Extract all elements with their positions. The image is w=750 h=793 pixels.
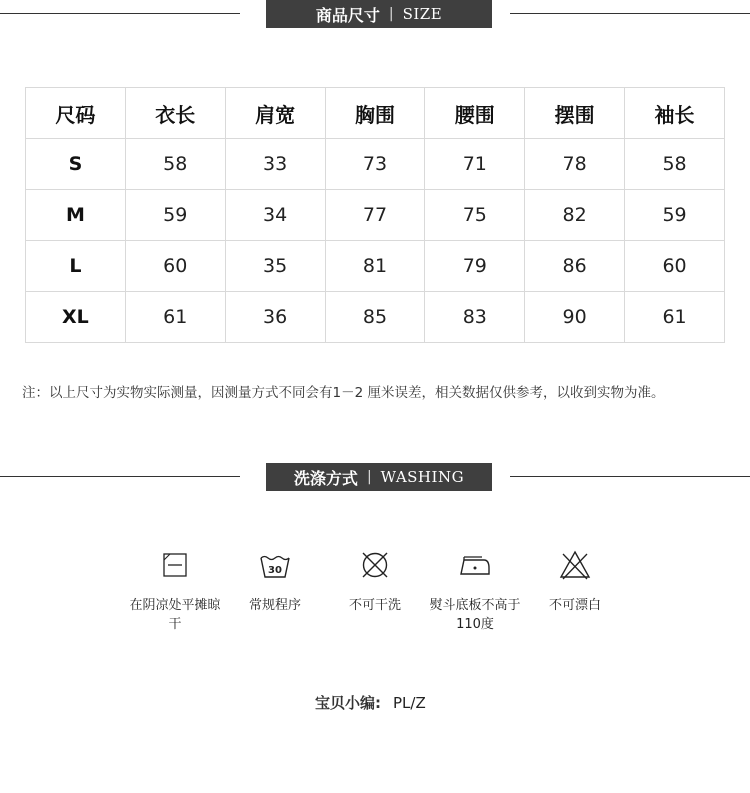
table-cell: 73 <box>325 139 425 190</box>
header-size: 尺码 <box>26 88 126 139</box>
table-cell: 58 <box>625 139 725 190</box>
table-cell: 59 <box>125 190 225 241</box>
care-label: 熨斗底板不高于110度 <box>429 598 521 632</box>
banner-divider-right <box>510 476 750 477</box>
table-cell: 35 <box>225 241 325 292</box>
product-code-value: PL/Z <box>393 694 426 712</box>
table-cell: 90 <box>525 292 625 343</box>
table-cell: 75 <box>425 190 525 241</box>
washing-title-en: WASHING <box>380 468 465 486</box>
table-cell: 61 <box>125 292 225 343</box>
table-cell: 34 <box>225 190 325 241</box>
title-separator: | <box>388 6 394 22</box>
header-length: 衣长 <box>125 88 225 139</box>
table-row <box>26 190 725 241</box>
table-cell: 82 <box>525 190 625 241</box>
care-item-wash-30 <box>225 548 325 615</box>
size-title-en: SIZE <box>402 5 443 23</box>
table-cell: 81 <box>325 241 425 292</box>
care-label: 不可漂白 <box>548 598 601 613</box>
product-code-label: 宝贝小编: <box>315 694 381 712</box>
table-cell: 86 <box>525 241 625 292</box>
size-cell: S <box>26 139 126 190</box>
size-table-header-row <box>26 88 725 139</box>
table-row <box>26 139 725 190</box>
size-section-banner <box>0 0 750 28</box>
table-row <box>26 241 725 292</box>
table-cell: 79 <box>425 241 525 292</box>
care-label: 常规程序 <box>248 598 301 613</box>
washing-title-zh: 洗涤方式 <box>293 468 358 488</box>
table-cell: 59 <box>625 190 725 241</box>
product-code <box>315 692 426 713</box>
care-item-no-bleach <box>525 548 625 615</box>
title-separator: | <box>366 469 372 485</box>
header-hem: 摆围 <box>525 88 625 139</box>
table-cell: 60 <box>125 241 225 292</box>
table-cell: 36 <box>225 292 325 343</box>
table-cell: 60 <box>625 241 725 292</box>
measurement-note: 注：以上尺寸为实物实际测量，因测量方式不同会有1－2 厘米误差，相关数据仅供参考，以收到实物为准。 <box>22 385 665 401</box>
header-shoulder: 肩宽 <box>225 88 325 139</box>
no-dry-clean-icon <box>358 548 392 582</box>
table-cell: 33 <box>225 139 325 190</box>
banner-divider-right <box>510 13 750 14</box>
size-cell: M <box>26 190 126 241</box>
header-bust: 胸围 <box>325 88 425 139</box>
care-item-iron-low <box>425 548 525 634</box>
table-cell: 77 <box>325 190 425 241</box>
size-table <box>25 87 725 343</box>
size-cell: L <box>26 241 126 292</box>
wash-30-icon <box>258 548 292 582</box>
table-row <box>26 292 725 343</box>
table-cell: 83 <box>425 292 525 343</box>
dry-flat-shade-icon <box>158 548 192 582</box>
header-waist: 腰围 <box>425 88 525 139</box>
banner-divider-left <box>0 13 240 14</box>
care-label: 不可干洗 <box>348 598 401 613</box>
size-title-zh: 商品尺寸 <box>315 5 380 25</box>
table-cell: 61 <box>625 292 725 343</box>
no-bleach-icon <box>558 548 592 582</box>
table-cell: 71 <box>425 139 525 190</box>
table-cell: 85 <box>325 292 425 343</box>
care-item-no-dry-clean <box>325 548 425 615</box>
banner-divider-left <box>0 476 240 477</box>
washing-section-title <box>266 463 492 491</box>
iron-low-icon <box>458 548 492 582</box>
care-item-dry-flat <box>125 548 225 634</box>
washing-section-banner <box>0 463 750 491</box>
header-sleeve: 袖长 <box>625 88 725 139</box>
table-cell: 58 <box>125 139 225 190</box>
size-section-title <box>266 0 492 28</box>
table-cell: 78 <box>525 139 625 190</box>
size-cell: XL <box>26 292 126 343</box>
care-label: 在阴凉处平摊晾干 <box>129 598 221 632</box>
wash-temp-badge: 30 <box>268 565 282 576</box>
